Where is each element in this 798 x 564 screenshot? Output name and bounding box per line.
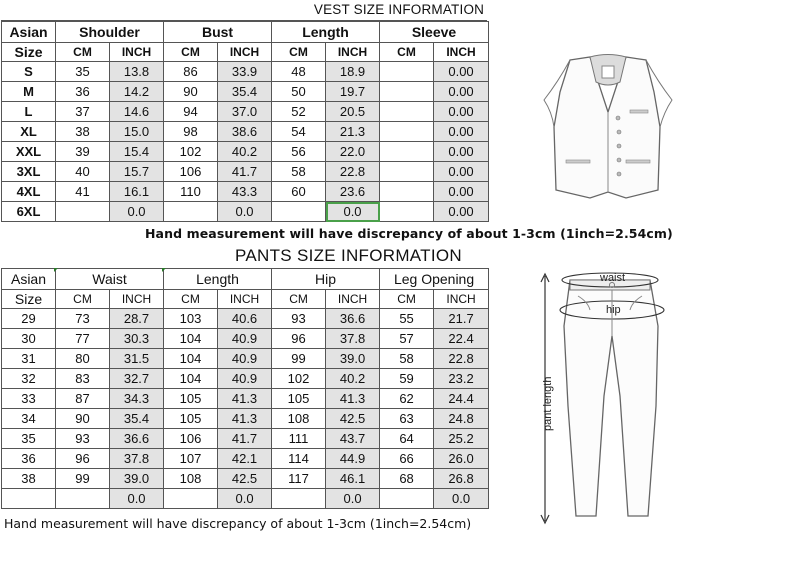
cell-comment-marker bbox=[54, 268, 58, 272]
table-cell: 16.1 bbox=[110, 182, 164, 202]
table-cell: 39 bbox=[56, 142, 110, 162]
table-cell: 37.8 bbox=[326, 329, 380, 349]
table-cell: 0.00 bbox=[434, 102, 489, 122]
table-cell: 99 bbox=[272, 349, 326, 369]
size-cell: XXL bbox=[2, 142, 56, 162]
table-cell: 90 bbox=[164, 82, 218, 102]
vest-right-pocket bbox=[626, 160, 650, 163]
table-cell: 114 bbox=[272, 449, 326, 469]
table-cell: 0.00 bbox=[434, 162, 489, 182]
table-cell: 39.0 bbox=[326, 349, 380, 369]
table-cell: 21.7 bbox=[434, 309, 489, 329]
table-row bbox=[2, 62, 489, 82]
table-cell: 14.2 bbox=[110, 82, 164, 102]
size-header: Size bbox=[2, 43, 56, 62]
table-cell: 31.5 bbox=[110, 349, 164, 369]
size-cell: 32 bbox=[2, 369, 56, 389]
table-cell: 42.5 bbox=[218, 469, 272, 489]
table-cell: 58 bbox=[380, 349, 434, 369]
table-cell: 73 bbox=[56, 309, 110, 329]
waist-label: waist bbox=[600, 272, 626, 284]
size-cell: 38 bbox=[2, 469, 56, 489]
hip-label: hip bbox=[606, 304, 621, 316]
size-cell: XL bbox=[2, 122, 56, 142]
table-cell: 96 bbox=[56, 449, 110, 469]
measure-group-header: Leg Opening bbox=[380, 269, 489, 290]
table-cell: 54 bbox=[272, 122, 326, 142]
table-row bbox=[2, 469, 489, 489]
table-cell: 83 bbox=[56, 369, 110, 389]
table-cell: 94 bbox=[164, 102, 218, 122]
table-cell: 40.9 bbox=[218, 369, 272, 389]
table-cell: 105 bbox=[164, 389, 218, 409]
table-cell: 22.4 bbox=[434, 329, 489, 349]
table-cell: 93 bbox=[56, 429, 110, 449]
table-cell: 98 bbox=[164, 122, 218, 142]
table-cell: 117 bbox=[272, 469, 326, 489]
measure-group-header: Shoulder bbox=[56, 22, 164, 43]
table-cell bbox=[380, 182, 434, 202]
table-row bbox=[2, 309, 489, 329]
table-cell bbox=[380, 102, 434, 122]
table-cell: 0.00 bbox=[434, 182, 489, 202]
table-cell bbox=[380, 62, 434, 82]
table-row bbox=[2, 349, 489, 369]
measure-group-header: Waist bbox=[56, 269, 164, 290]
measure-group-header: Hip bbox=[272, 269, 380, 290]
vest-illustration bbox=[530, 52, 685, 202]
measure-group-header: Length bbox=[272, 22, 380, 43]
table-cell: 15.0 bbox=[110, 122, 164, 142]
table-cell bbox=[164, 489, 218, 509]
size-header: Asian bbox=[2, 269, 56, 290]
table-cell: 19.7 bbox=[326, 82, 380, 102]
measure-group-header: Sleeve bbox=[380, 22, 489, 43]
table-cell: 41.7 bbox=[218, 429, 272, 449]
table-cell: 102 bbox=[164, 142, 218, 162]
table-row bbox=[2, 142, 489, 162]
table-cell: 41 bbox=[56, 182, 110, 202]
unit-header: INCH bbox=[218, 43, 272, 62]
unit-header: INCH bbox=[110, 290, 164, 309]
table-cell bbox=[272, 489, 326, 509]
table-cell: 41.3 bbox=[218, 389, 272, 409]
table-cell: 20.5 bbox=[326, 102, 380, 122]
vest-measurement-note: Hand measurement will have discrepancy of about 1-3cm (1inch=2.54cm) bbox=[145, 226, 673, 241]
table-cell: 26.8 bbox=[434, 469, 489, 489]
table-cell: 93 bbox=[272, 309, 326, 329]
table-cell: 68 bbox=[380, 469, 434, 489]
table-cell: 23.6 bbox=[326, 182, 380, 202]
table-cell: 30.3 bbox=[110, 329, 164, 349]
table-cell: 90 bbox=[56, 409, 110, 429]
table-cell: 24.8 bbox=[434, 409, 489, 429]
table-cell: 24.4 bbox=[434, 389, 489, 409]
table-cell: 0.00 bbox=[434, 122, 489, 142]
size-cell: 29 bbox=[2, 309, 56, 329]
size-cell: L bbox=[2, 102, 56, 122]
table-cell: 0.0 bbox=[110, 489, 164, 509]
table-cell: 43.3 bbox=[218, 182, 272, 202]
table-cell: 111 bbox=[272, 429, 326, 449]
table-cell: 21.3 bbox=[326, 122, 380, 142]
table-row bbox=[2, 102, 489, 122]
table-cell: 43.7 bbox=[326, 429, 380, 449]
unit-header: INCH bbox=[326, 290, 380, 309]
unit-header: CM bbox=[56, 43, 110, 62]
table-cell: 106 bbox=[164, 429, 218, 449]
table-cell: 18.9 bbox=[326, 62, 380, 82]
table-row bbox=[2, 369, 489, 389]
table-cell: 38 bbox=[56, 122, 110, 142]
table-cell: 110 bbox=[164, 182, 218, 202]
table-cell: 48 bbox=[272, 62, 326, 82]
table-cell: 28.7 bbox=[110, 309, 164, 329]
table-cell: 66 bbox=[380, 449, 434, 469]
table-cell: 62 bbox=[380, 389, 434, 409]
table-cell: 80 bbox=[56, 349, 110, 369]
table-cell: 0.00 bbox=[434, 202, 489, 222]
size-cell: 34 bbox=[2, 409, 56, 429]
table-cell: 60 bbox=[272, 182, 326, 202]
table-cell bbox=[164, 202, 218, 222]
table-cell: 36 bbox=[56, 82, 110, 102]
table-cell: 56 bbox=[272, 142, 326, 162]
table-cell: 15.7 bbox=[110, 162, 164, 182]
table-cell bbox=[380, 122, 434, 142]
table-cell: 40.6 bbox=[218, 309, 272, 329]
table-row bbox=[2, 82, 489, 102]
table-cell: 104 bbox=[164, 329, 218, 349]
table-cell: 25.2 bbox=[434, 429, 489, 449]
unit-header: INCH bbox=[434, 290, 489, 309]
table-cell: 105 bbox=[164, 409, 218, 429]
table-cell: 15.4 bbox=[110, 142, 164, 162]
table-cell: 104 bbox=[164, 369, 218, 389]
table-cell: 0.00 bbox=[434, 82, 489, 102]
table-cell: 41.3 bbox=[218, 409, 272, 429]
table-cell: 77 bbox=[56, 329, 110, 349]
table-row bbox=[2, 409, 489, 429]
vest-size-table bbox=[1, 21, 489, 222]
size-cell: 30 bbox=[2, 329, 56, 349]
table-cell: 40.2 bbox=[326, 369, 380, 389]
table-cell: 96 bbox=[272, 329, 326, 349]
pants-illustration bbox=[530, 266, 690, 528]
table-cell: 99 bbox=[56, 469, 110, 489]
table-cell: 104 bbox=[164, 349, 218, 369]
table-cell: 0.0 bbox=[434, 489, 489, 509]
table-cell: 108 bbox=[164, 469, 218, 489]
table-cell: 44.9 bbox=[326, 449, 380, 469]
table-cell bbox=[56, 489, 110, 509]
table-cell: 36.6 bbox=[326, 309, 380, 329]
table-cell: 36.6 bbox=[110, 429, 164, 449]
unit-header: INCH bbox=[326, 43, 380, 62]
table-cell: 40 bbox=[56, 162, 110, 182]
table-cell: 33.9 bbox=[218, 62, 272, 82]
table-cell: 40.9 bbox=[218, 329, 272, 349]
size-cell: M bbox=[2, 82, 56, 102]
table-row bbox=[2, 182, 489, 202]
table-cell: 37 bbox=[56, 102, 110, 122]
table-row bbox=[2, 202, 489, 222]
unit-header: CM bbox=[56, 290, 110, 309]
table-cell: 0.0 bbox=[218, 489, 272, 509]
table-cell: 22.0 bbox=[326, 142, 380, 162]
table-row bbox=[2, 329, 489, 349]
table-cell: 14.6 bbox=[110, 102, 164, 122]
table-cell: 87 bbox=[56, 389, 110, 409]
size-cell: S bbox=[2, 62, 56, 82]
size-cell: 6XL bbox=[2, 202, 56, 222]
table-cell: 40.2 bbox=[218, 142, 272, 162]
table-cell: 50 bbox=[272, 82, 326, 102]
table-row bbox=[2, 489, 489, 509]
size-cell: 4XL bbox=[2, 182, 56, 202]
table-cell: 0.0 bbox=[218, 202, 272, 222]
size-header: Asian bbox=[2, 22, 56, 43]
table-cell: 0.00 bbox=[434, 142, 489, 162]
table-cell: 40.9 bbox=[218, 349, 272, 369]
table-row bbox=[2, 162, 489, 182]
header-row-units bbox=[2, 290, 489, 309]
pants-table-title: PANTS SIZE INFORMATION bbox=[235, 246, 462, 265]
table-cell: 35.4 bbox=[218, 82, 272, 102]
table-cell: 32.7 bbox=[110, 369, 164, 389]
unit-header: CM bbox=[164, 43, 218, 62]
measure-group-header: Bust bbox=[164, 22, 272, 43]
table-cell: 37.8 bbox=[110, 449, 164, 469]
unit-header: CM bbox=[380, 290, 434, 309]
table-cell: 22.8 bbox=[326, 162, 380, 182]
unit-header: INCH bbox=[218, 290, 272, 309]
table-cell: 55 bbox=[380, 309, 434, 329]
table-cell: 52 bbox=[272, 102, 326, 122]
unit-header: CM bbox=[272, 290, 326, 309]
table-cell: 42.5 bbox=[326, 409, 380, 429]
table-cell bbox=[380, 162, 434, 182]
table-cell: 0.0 bbox=[326, 202, 380, 222]
table-cell: 35.4 bbox=[110, 409, 164, 429]
table-cell: 46.1 bbox=[326, 469, 380, 489]
table-cell: 41.7 bbox=[218, 162, 272, 182]
pant-length-label: pant length bbox=[542, 376, 554, 431]
table-cell: 41.3 bbox=[326, 389, 380, 409]
table-cell: 86 bbox=[164, 62, 218, 82]
table-cell: 42.1 bbox=[218, 449, 272, 469]
table-cell: 59 bbox=[380, 369, 434, 389]
table-cell: 34.3 bbox=[110, 389, 164, 409]
table-cell bbox=[380, 489, 434, 509]
size-cell bbox=[2, 489, 56, 509]
table-cell: 103 bbox=[164, 309, 218, 329]
unit-header: CM bbox=[164, 290, 218, 309]
header-row-units bbox=[2, 43, 489, 62]
table-cell: 23.2 bbox=[434, 369, 489, 389]
table-cell: 0.0 bbox=[326, 489, 380, 509]
table-cell: 106 bbox=[164, 162, 218, 182]
table-cell: 63 bbox=[380, 409, 434, 429]
table-cell: 58 bbox=[272, 162, 326, 182]
table-cell: 37.0 bbox=[218, 102, 272, 122]
table-cell: 35 bbox=[56, 62, 110, 82]
unit-header: CM bbox=[272, 43, 326, 62]
table-row bbox=[2, 122, 489, 142]
table-row bbox=[2, 449, 489, 469]
table-cell bbox=[272, 202, 326, 222]
vest-tag bbox=[602, 66, 614, 78]
table-cell: 57 bbox=[380, 329, 434, 349]
pants-measurement-note: Hand measurement will have discrepancy of about 1-3cm (1inch=2.54cm) bbox=[4, 516, 472, 531]
table-cell bbox=[380, 202, 434, 222]
size-cell: 3XL bbox=[2, 162, 56, 182]
vest-left-pocket bbox=[566, 160, 590, 163]
table-cell: 13.8 bbox=[110, 62, 164, 82]
table-cell: 38.6 bbox=[218, 122, 272, 142]
size-header: Size bbox=[2, 290, 56, 309]
vest-table-title: VEST SIZE INFORMATION bbox=[313, 2, 485, 17]
vest-chest-pocket bbox=[630, 110, 648, 113]
cell-comment-marker bbox=[162, 268, 166, 272]
table-cell: 108 bbox=[272, 409, 326, 429]
table-cell: 107 bbox=[164, 449, 218, 469]
unit-header: CM bbox=[380, 43, 434, 62]
table-cell: 64 bbox=[380, 429, 434, 449]
header-row-groups bbox=[2, 22, 489, 43]
table-cell: 39.0 bbox=[110, 469, 164, 489]
table-cell: 105 bbox=[272, 389, 326, 409]
size-cell: 31 bbox=[2, 349, 56, 369]
table-cell: 26.0 bbox=[434, 449, 489, 469]
table-row bbox=[2, 389, 489, 409]
header-row-groups bbox=[2, 269, 489, 290]
table-cell bbox=[380, 142, 434, 162]
unit-header: INCH bbox=[434, 43, 489, 62]
table-cell: 102 bbox=[272, 369, 326, 389]
table-row bbox=[2, 429, 489, 449]
size-cell: 36 bbox=[2, 449, 56, 469]
pants-size-table bbox=[1, 268, 489, 509]
unit-header: INCH bbox=[110, 43, 164, 62]
measure-group-header: Length bbox=[164, 269, 272, 290]
size-cell: 33 bbox=[2, 389, 56, 409]
size-cell: 35 bbox=[2, 429, 56, 449]
table-cell: 0.00 bbox=[434, 62, 489, 82]
table-cell bbox=[380, 82, 434, 102]
table-cell: 0.0 bbox=[110, 202, 164, 222]
table-cell bbox=[56, 202, 110, 222]
table-cell: 22.8 bbox=[434, 349, 489, 369]
